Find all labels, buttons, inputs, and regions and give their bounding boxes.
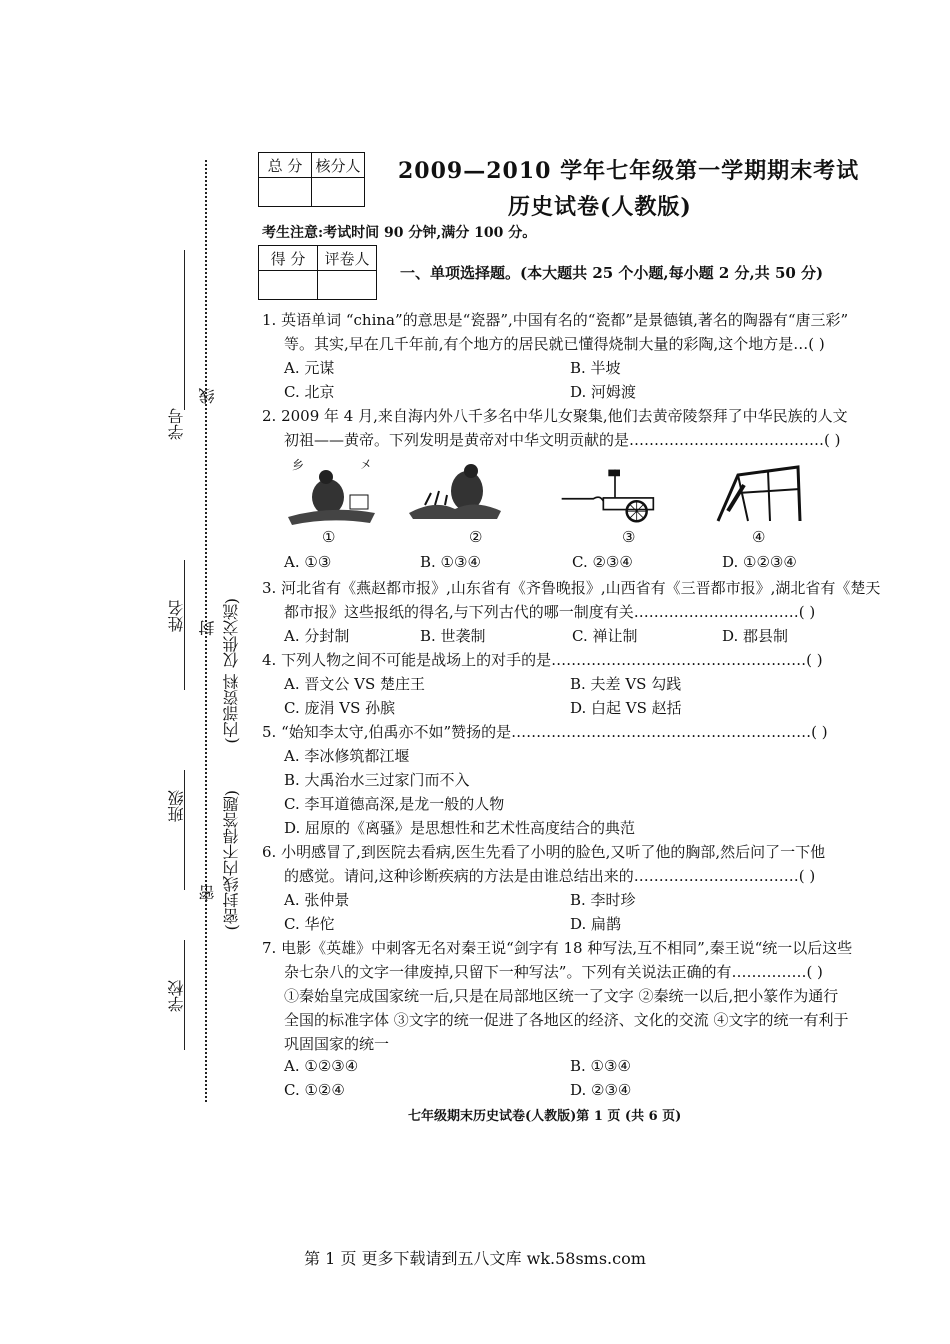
- q1-option-b[interactable]: B. 半坡: [570, 359, 621, 377]
- q4-option-a[interactable]: A. 晋文公 VS 楚庄王: [284, 675, 426, 693]
- q1-line2: 等。其实,早在几千年前,有个地方的居民就已懂得烧制大量的彩陶,这个地方是…( ): [284, 335, 825, 353]
- checker-cell[interactable]: [312, 178, 365, 207]
- section-heading: 一、单项选择题。(本大题共 25 个小题,每小题 2 分,共 50 分): [400, 264, 824, 282]
- q5-option-b[interactable]: B. 大禹治水三过家门而不入: [284, 771, 470, 789]
- total-score-cell[interactable]: [259, 178, 312, 207]
- q7-option-c[interactable]: C. ①②④: [284, 1081, 345, 1099]
- q6-option-a[interactable]: A. 张仲景: [284, 891, 350, 909]
- q6-option-d[interactable]: D. 扁鹊: [570, 915, 622, 933]
- q3-option-c[interactable]: C. 禅让制: [572, 627, 638, 645]
- q6-option-b[interactable]: B. 李时珍: [570, 891, 636, 909]
- class-label: 班级: [167, 790, 186, 822]
- q5-line1: 5. “始知李太守,伯禹亦不如”赞扬的是……………………………………………………( ): [262, 723, 828, 741]
- q7-line4: 全国的标准字体 ③文字的统一促进了各地区的经济、文化的交流 ④文字的统一有利于: [284, 1011, 849, 1029]
- q1-line1: 1. 英语单词 “china”的意思是“瓷器”,中国有名的“瓷都”是景德镇,著名的陶器有“唐三彩”: [262, 311, 849, 329]
- total-score-header: 总 分: [259, 153, 312, 178]
- q3-option-a[interactable]: A. 分封制: [284, 627, 350, 645]
- q1-option-a[interactable]: A. 元谋: [284, 359, 335, 377]
- q1-option-d[interactable]: D. 河姆渡: [570, 383, 637, 401]
- farming-figure-illustration: [405, 455, 505, 530]
- exam-title: 2009—2010 学年七年级第一学期期末考试: [398, 158, 860, 184]
- exam-notice: 考生注意:考试时间 90 分钟,满分 100 分。: [262, 225, 537, 241]
- score-header: 得 分: [259, 246, 318, 271]
- q7-line1: 7. 电影《英雄》中刺客无名对秦王说“剑字有 18 种写法,互不相同”,秦王说“统一以后这些: [262, 939, 853, 957]
- q5-option-c[interactable]: C. 李耳道德高深,是龙一般的人物: [284, 795, 505, 813]
- svg-text:㐅: 㐅: [360, 458, 373, 472]
- writing-figure-illustration: [280, 455, 380, 530]
- student-id-label: 学号: [167, 408, 186, 440]
- q3-line2: 都市报》这些报纸的得名,与下列古代的哪一制度有关……………………………( ): [284, 603, 816, 621]
- q4-option-d[interactable]: D. 白起 VS 赵括: [570, 699, 682, 717]
- grader-header: 评卷人: [318, 246, 377, 271]
- q2-option-c[interactable]: C. ②③④: [572, 553, 633, 571]
- q7-line2: 杂七杂八的文字一律废掉,只留下一种写法”。下列有关说法正确的有……………( ): [284, 963, 823, 981]
- q2-line1: 2. 2009 年 4 月,来自海内外八千多名中华儿女聚集,他们去黄帝陵祭拜了中华民族的人文: [262, 407, 848, 425]
- q4-option-c[interactable]: C. 庞涓 VS 孙膑: [284, 699, 396, 717]
- q3-line1: 3. 河北省有《燕赵都市报》,山东省有《齐鲁晚报》,山西省有《三晋都市报》,湖北省有《楚天: [262, 579, 881, 597]
- q7-option-a[interactable]: A. ①②③④: [284, 1057, 359, 1075]
- q6-line1: 6. 小明感冒了,到医院去看病,医生先看了小明的脸色,又听了他的胸部,然后问了一下他: [262, 843, 826, 861]
- seal-mi-mark: 密: [198, 885, 217, 901]
- loom-illustration: [708, 455, 808, 530]
- q2-option-b[interactable]: B. ①③④: [420, 553, 481, 571]
- q1-option-c[interactable]: C. 北京: [284, 383, 335, 401]
- chariot-illustration: [560, 455, 660, 530]
- download-note: 第 1 页 更多下载请到五八文库 wk.58sms.com: [304, 1249, 646, 1268]
- class-underline: [184, 770, 185, 890]
- q4-option-b[interactable]: B. 夫差 VS 勾践: [570, 675, 682, 693]
- q3-option-d[interactable]: D. 郡县制: [722, 627, 789, 645]
- q7-option-d[interactable]: D. ②③④: [570, 1081, 632, 1099]
- q6-option-c[interactable]: C. 华佗: [284, 915, 335, 933]
- q5-option-a[interactable]: A. 李冰修筑都江堰: [284, 747, 410, 765]
- total-score-table: [258, 152, 365, 207]
- q4-line1: 4. 下列人物之间不可能是战场上的对手的是……………………………………………( ): [262, 651, 823, 669]
- exam-subtitle: 历史试卷(人教版): [508, 194, 692, 220]
- q6-line2: 的感觉。请问,这种诊断疾病的方法是由谁总结出来的……………………………( ): [284, 867, 816, 885]
- q7-line3: ①秦始皇完成国家统一后,只是在局部地区统一了文字 ②秦统一以后,把小篆作为通行: [284, 987, 839, 1005]
- q2-line2: 初祖——黄帝。下列发明是黄帝对中华文明贡献的是…………………………………( ): [284, 431, 841, 449]
- picture-1-label: ①: [322, 528, 336, 546]
- q7-option-b[interactable]: B. ①③④: [570, 1057, 631, 1075]
- q2-option-d[interactable]: D. ①②③④: [722, 553, 797, 571]
- q5-option-d[interactable]: D. 屈原的《离骚》是思想性和艺术性高度结合的典范: [284, 819, 636, 837]
- picture-3-label: ③: [622, 528, 636, 546]
- seal-mark: 封: [198, 620, 217, 636]
- seal-line-mark: 线: [198, 388, 217, 404]
- score-cell[interactable]: [259, 271, 318, 300]
- picture-4-label: ④: [752, 528, 766, 546]
- q3-option-b[interactable]: B. 世袭制: [420, 627, 486, 645]
- page-footer: 七年级期末历史试卷(人教版)第 1 页 (共 6 页): [408, 1109, 682, 1124]
- section-score-table: [258, 245, 377, 300]
- internal-material-note: (内部资料 仅供交流): [222, 598, 241, 744]
- svg-text:乡: 乡: [292, 458, 305, 472]
- checker-header: 核分人: [312, 153, 365, 178]
- no-answer-inside-note: (密封线内不得答题): [222, 790, 241, 931]
- school-label: 学校: [167, 980, 186, 1012]
- picture-2-label: ②: [469, 528, 483, 546]
- name-label: 姓名: [167, 600, 186, 632]
- grader-cell[interactable]: [318, 271, 377, 300]
- q7-line5: 巩固国家的统一: [284, 1035, 390, 1053]
- q2-option-a[interactable]: A. ①③: [284, 553, 332, 571]
- student-id-underline: [184, 250, 185, 410]
